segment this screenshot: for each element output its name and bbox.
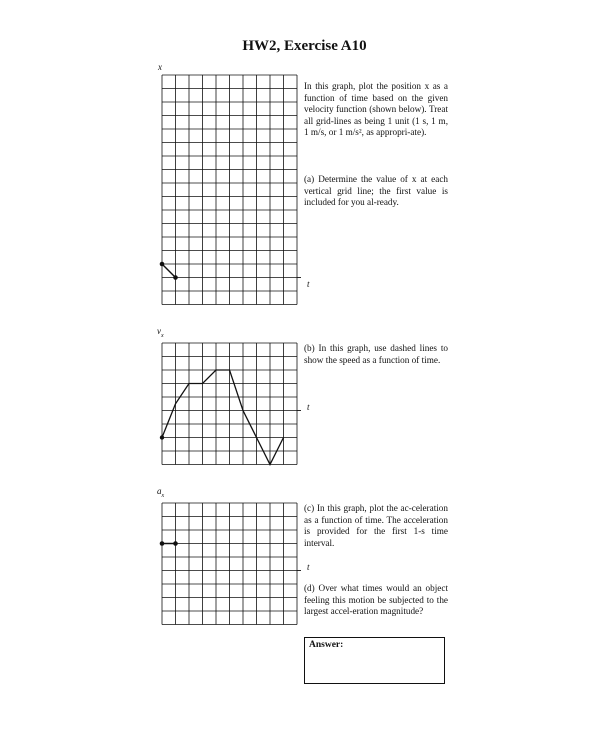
position-graph[interactable] [162,75,302,313]
t-axis-label: t [307,279,310,289]
answer-box[interactable] [304,637,445,684]
t-axis-label: t [307,562,310,572]
acceleration-point [160,541,165,546]
velocity-graph[interactable] [162,343,302,470]
page-title: HW2, Exercise A10 [242,38,367,54]
position-series-line [162,264,176,278]
acceleration-graph[interactable] [162,503,302,630]
answer-label: Answer: [309,640,344,650]
part-c-text: (c) In this graph, plot the ac-celeration as a function of time. The acceleration is provided for the first 1-s time interval. [304,503,448,548]
part-d-text: (d) Over what times would an object feeling this motion be subjected to the largest accel-eration magnitude? [304,583,448,617]
part-b-text: (b) In this graph, use dashed lines to show the speed as a function of time. [304,343,448,365]
ax-axis-label: $a_x$ [157,486,165,499]
vx-axis-label: $v_x$ [157,326,164,339]
intro-text: In this graph, plot the position x as a function of time based on the given velocity function (shown below). Treat all grid-lines as being 1 unit (1 s, 1 m, 1 m/s, or 1 m/s², as appropri-ate). [304,81,448,138]
acceleration-point [173,541,178,546]
position-point [173,275,178,280]
x-axis-label: x [158,62,162,72]
part-a-text: (a) Determine the value of x at each vertical grid line; the first value is included for you al-ready. [304,174,448,208]
velocity-start-point [160,435,164,439]
position-point [160,262,165,267]
t-axis-label: t [307,402,310,412]
velocity-series-line [162,370,284,465]
